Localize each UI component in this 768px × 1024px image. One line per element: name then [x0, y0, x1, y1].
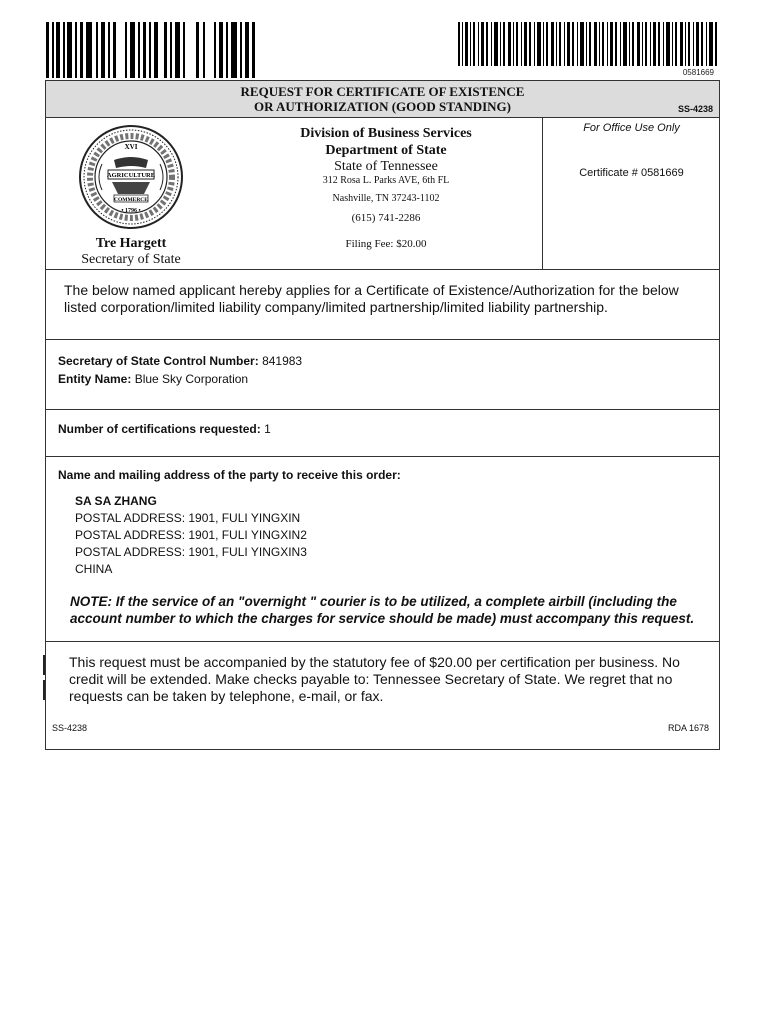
svg-text:COMMERCE: COMMERCE [114, 197, 148, 203]
mailing-section [46, 457, 719, 642]
svg-text:AGRICULTURE: AGRICULTURE [106, 172, 156, 179]
phone-number: (615) 741-2286 [351, 212, 421, 224]
form-frame [45, 80, 720, 750]
agency-block [46, 118, 719, 270]
footer-rda-code: RDA 1678 [667, 723, 709, 733]
city-address: Nashville, TN 37243-1102 [332, 193, 440, 204]
address-line: POSTAL ADDRESS: 1901, FULI YINGXIN [75, 511, 301, 525]
form-header [46, 81, 719, 118]
mailing-label: Name and mailing address of the party to receive this order: [58, 468, 401, 482]
control-number-value: 841983 [262, 354, 303, 368]
courier-note: NOTE: If the service of an "overnight " courier is to be utilized, a complete airbill (including the account number to which the charges for service should be made) must accompany this request. [70, 594, 695, 626]
official-name: Tre Hargett [95, 236, 167, 251]
certificate-number: Certificate # 0581669 [579, 167, 684, 179]
certifications-value: 1 [264, 422, 271, 436]
entity-name-label: Entity Name: [58, 372, 132, 386]
application-statement-text: The below named applicant hereby applies for a Certificate of Existence/Authorization for the below listed corporation/limited liability company/limited partnership/limited liability partnership. [64, 282, 679, 315]
barcode-number: 0581669 [682, 68, 714, 77]
state-name: State of Tennessee [334, 159, 438, 174]
form-title [46, 81, 719, 114]
department-name: Department of State [325, 143, 447, 158]
certifications-label: Number of certifications requested: [58, 422, 261, 436]
office-use-label: For Office Use Only [583, 122, 680, 134]
control-number-row [58, 352, 707, 370]
svg-text:• 1796 •: • 1796 • [121, 208, 141, 214]
address-country: CHINA [75, 562, 113, 576]
entity-name-value: Blue Sky Corporation [134, 372, 249, 386]
form-title-line1: REQUEST FOR CERTIFICATE OF EXISTENCE [240, 84, 525, 99]
form-title-line2: OR AUTHORIZATION (GOOD STANDING) [253, 99, 512, 114]
barcode-left [46, 22, 256, 78]
entity-section [46, 340, 719, 410]
recipient-name: SA SA ZHANG [75, 494, 157, 508]
office-use-box [542, 118, 720, 269]
certifications-section [46, 410, 719, 457]
barcode-right [458, 22, 718, 66]
official-title: Secretary of State [81, 252, 181, 267]
fee-section [46, 642, 719, 749]
address-line: POSTAL ADDRESS: 1901, FULI YINGXIN2 [75, 528, 307, 542]
division-name: Division of Business Services [300, 126, 472, 141]
address-line: POSTAL ADDRESS: 1901, FULI YINGXIN3 [75, 545, 307, 559]
street-address: 312 Rosa L. Parks AVE, 6th FL [322, 175, 450, 186]
filing-fee: Filing Fee: $20.00 [345, 238, 427, 250]
svg-text:XVI: XVI [124, 143, 138, 151]
tennessee-state-seal-icon [78, 124, 184, 230]
application-statement [46, 270, 719, 340]
footer-form-code: SS-4238 [52, 723, 88, 733]
agency-contact [286, 126, 486, 251]
fee-notice: This request must be accompanied by the statutory fee of $20.00 per certification per business. No credit will be extended. Make checks payable to: Tennessee Secretary of State. We regret that no requests can be taken by telephone, e-mail, or fax. [69, 654, 680, 704]
control-number-label: Secretary of State Control Number: [58, 354, 259, 368]
entity-name-row [58, 370, 707, 388]
form-code: SS-4238 [677, 104, 713, 114]
mailing-address [58, 493, 707, 578]
